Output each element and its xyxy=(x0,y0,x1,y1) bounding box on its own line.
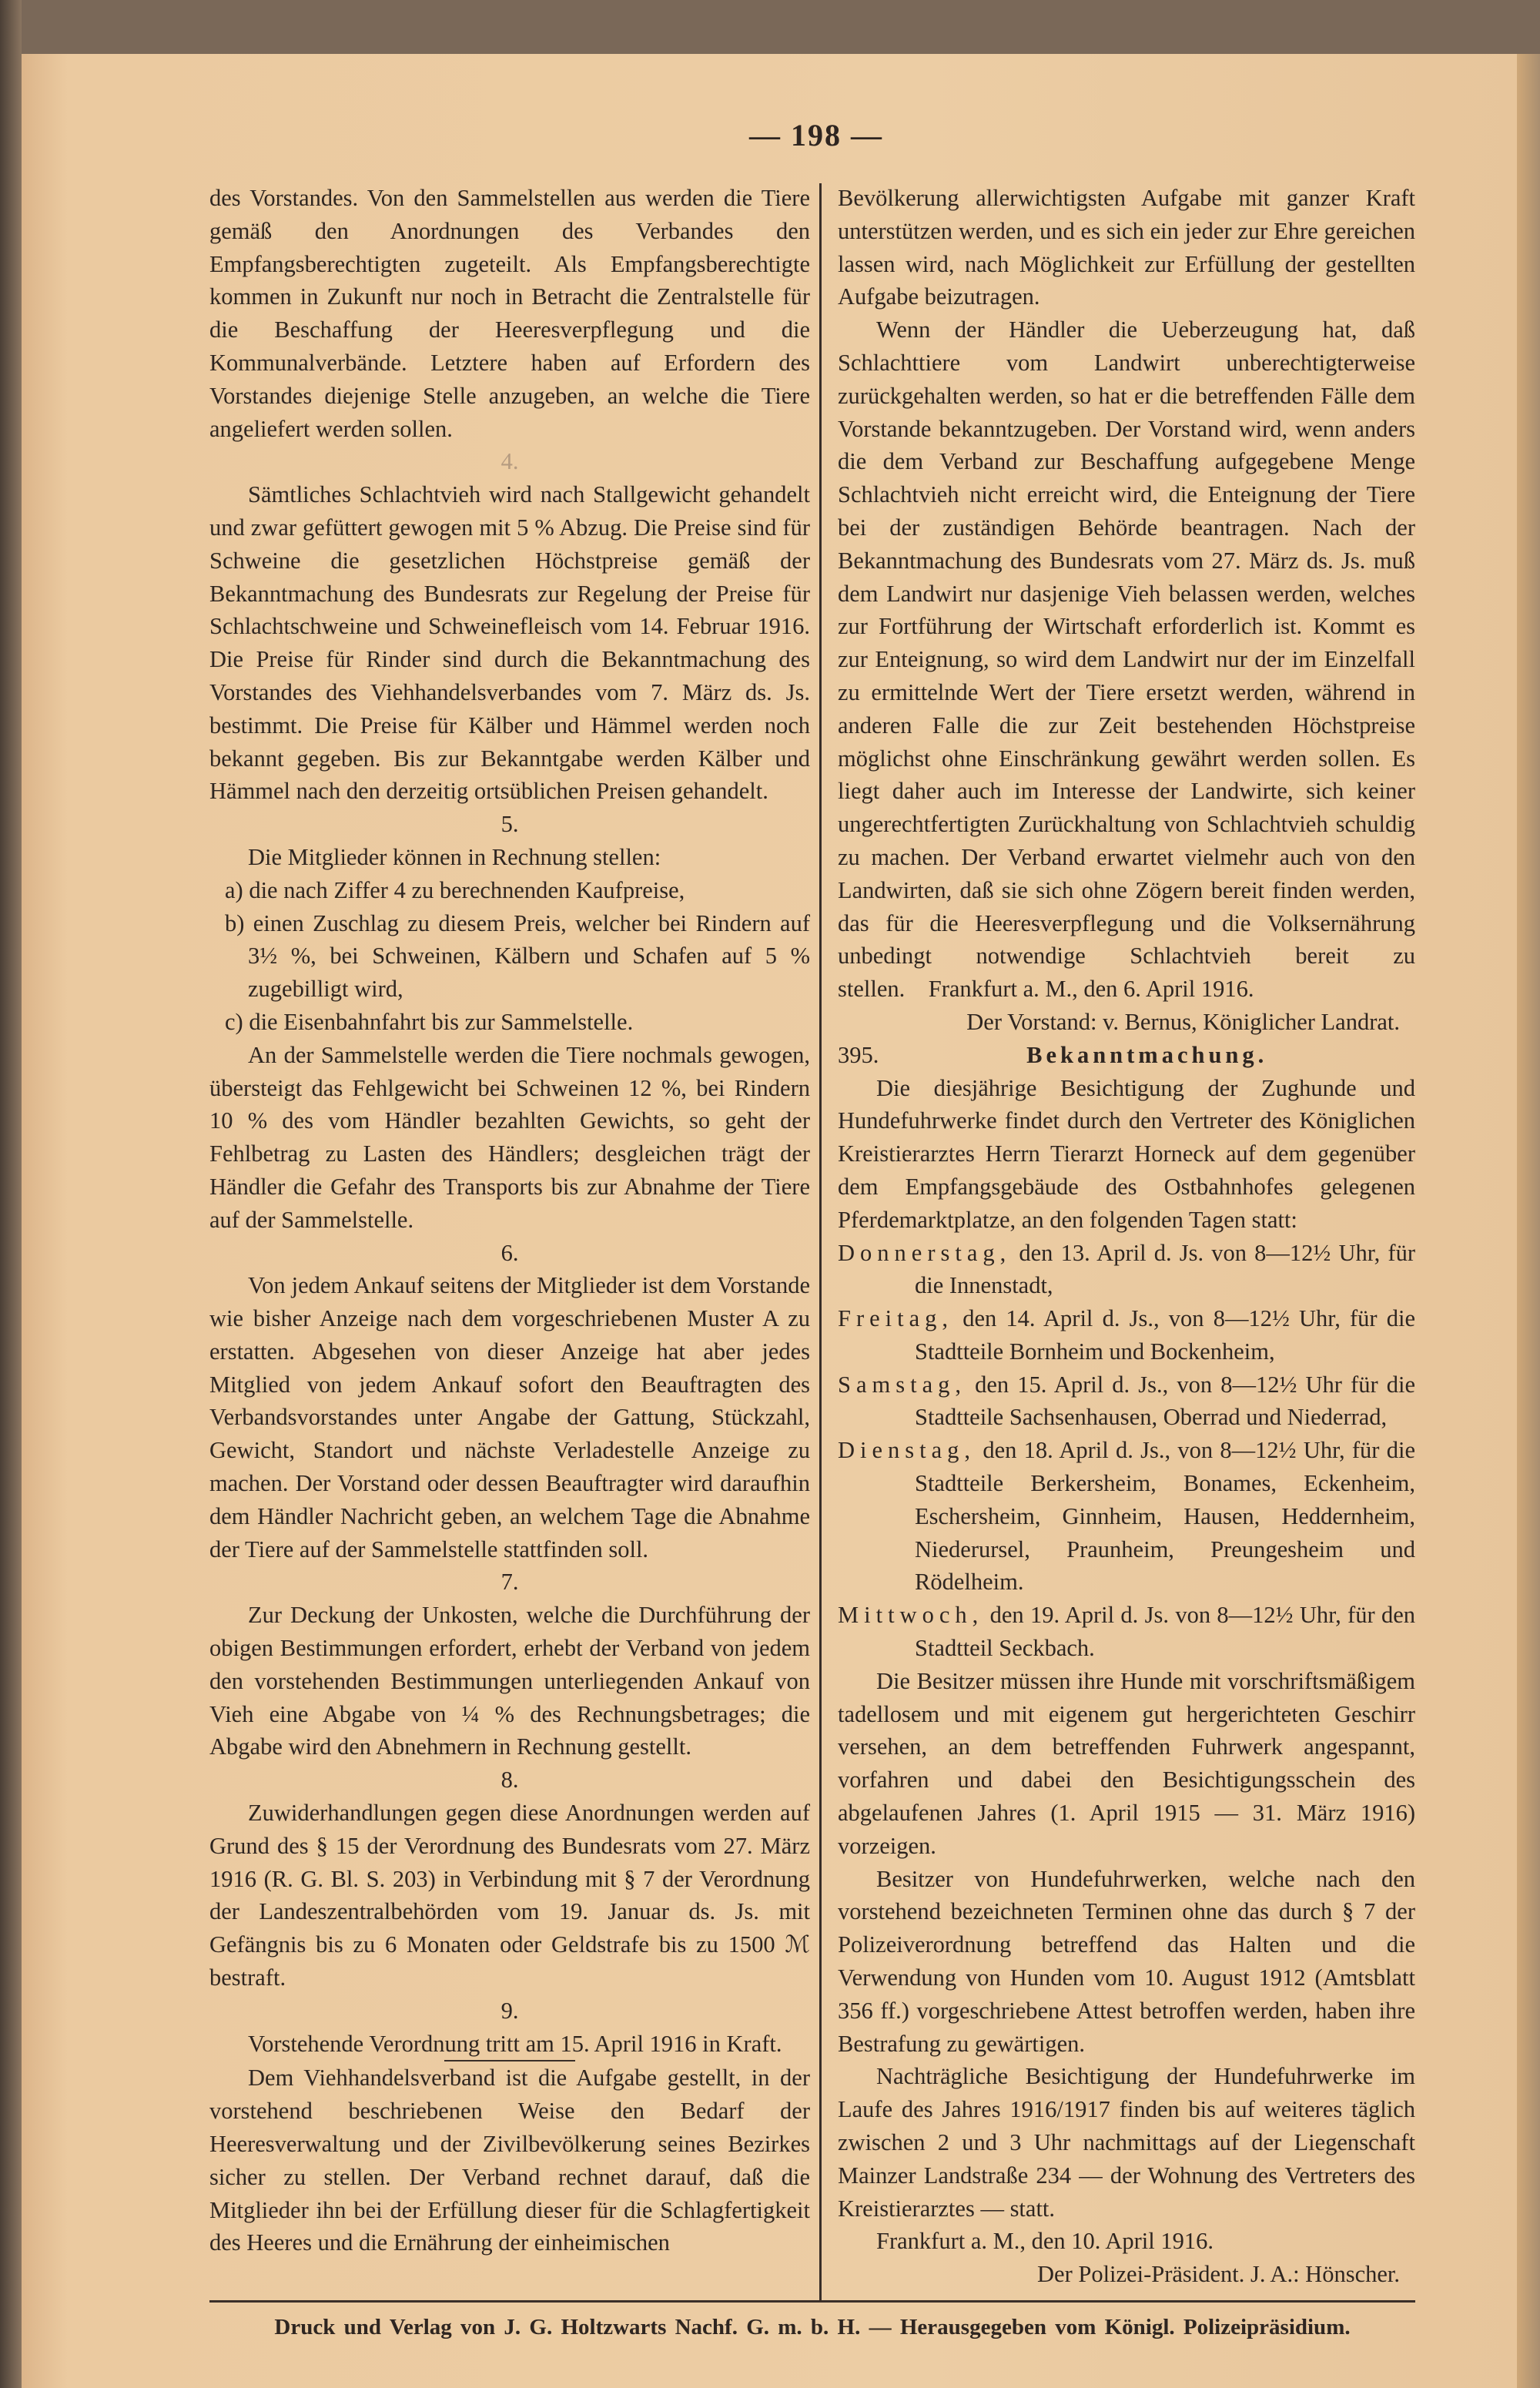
paragraph: Dem Viehhandelsverband ist die Aufgabe gestellt, in der vorstehend beschriebenen Weise den Bedarf der Heeresverwaltung und der Zivilbevölkerung seines Bezirkes sicher zu stellen. Der Verband rechnet darauf, daß die Mitglieder ihn bei der Erfüllung dieser für die Schlagfertigkeit des Heeres und die Ernährung der einheimischen xyxy=(209,2065,810,2256)
schedule-entry xyxy=(838,1302,1415,1368)
schedule-day: Freitag, xyxy=(838,1305,954,1332)
imprint-footer: Druck und Verlag von J. G. Holtzwarts Nachf. G. m. b. H. — Herausgegeben vom Königl. Polizeipräsidium. xyxy=(274,2315,1351,2339)
page-right-edge xyxy=(1517,54,1540,2388)
list-item: a) die nach Ziffer 4 zu berechnenden Kaufpreise, xyxy=(225,876,685,903)
paragraph: Die Mitglieder können in Rechnung stellen: xyxy=(248,843,661,870)
schedule-day: Dienstag, xyxy=(838,1437,976,1464)
paragraph: Die diesjährige Besichtigung der Zughunde und Hundefuhrwerke findet durch den Vertreter des Königlichen Kreistierarztes Herrn Tierarzt Horneck auf dem gegenüber dem Empfangsgebäude des Ostbahnhofes gelegenen Pferdemarktplatze, an den folgenden Tagen statt: xyxy=(838,1074,1415,1233)
place-date: Frankfurt a. M., den 10. April 1916. xyxy=(876,2228,1214,2255)
paragraph-text: Wenn der Händler die Ueberzeugung hat, daß Schlachttiere vom Landwirt unberechtigterweise zurückgehalten werden, so hat er die betreffenden Fälle dem Vorstande bekanntzugeben. Der Vorstand wird, wenn anders die dem Verband zur Beschaffung aufgegebene Menge Schlachtvieh nicht erreicht wird, die Enteignung der Tiere bei der zuständigen Behörde beantragen. Nach der Bekanntmachung des Bundesrats vom 27. März ds. Js. muß dem Landwirt nur dasjenige Vieh belassen werden, welches zur Fortführung der Wirtschaft erforderlich ist. Kommt es zur Enteignung, so wird dem Landwirt nur der im Einzelfall zu ermittelnde Wert der Tiere ersetzt werden, während in anderen Falle die zur Zeit bestehenden Höchstpreise möglichst ohne Einschränkung gewährt werden sollen. Es liegt daher auch im Interesse der Landwirte, sich keiner ungerechtfertigten Zurückhaltung von Schlachtvieh schuldig zu machen. Der Verband erwartet vielmehr auch von den Landwirten, daß sie sich ohne Zögern bereit finden werden, das für die Heeresverpflegung und die Volksernährung unbedingt notwendige Schlachtvieh bereit zu stellen. xyxy=(838,317,1415,1003)
paragraph: Nachträgliche Besichtigung der Hundefuhrwerke im Laufe des Jahres 1916/1917 finden bis auf weiteres täglich zwischen 2 und 3 Uhr nachmittags auf der Liegenschaft Mainzer Landstraße 234 — der Wohnung des Vertreters des Kreistierarztes — statt. xyxy=(838,2063,1415,2222)
section-number: 6. xyxy=(500,1239,519,1266)
schedule-text: den 14. April d. Js., von 8—12½ Uhr, für die Stadtteile Bornheim und Bockenheim, xyxy=(915,1305,1415,1365)
left-column xyxy=(209,182,810,2259)
list-item: b) einen Zuschlag zu diesem Preis, welcher bei Rindern auf 3½ %, bei Schweinen, Kälbern und Schafen auf 5 % zugebilligt wird, xyxy=(225,909,810,1003)
signature: Der Polizei-Präsident. J. A.: Hönscher. xyxy=(1037,2261,1400,2288)
signature: Der Vorstand: v. Bernus, Königlicher Landrat. xyxy=(966,1008,1400,1035)
page-number: — 198 — xyxy=(749,118,883,152)
section-number: 8. xyxy=(500,1767,519,1794)
schedule-entry xyxy=(838,1434,1415,1599)
paragraph: Bevölkerung allerwichtigsten Aufgabe mit ganzer Kraft unterstützen werden, und es sich ein jeder zur Ehre gereichen lassen wird, nach Möglichkeit zur Erfüllung der gestellten Aufgabe beizutragen. xyxy=(838,185,1415,310)
right-column xyxy=(838,182,1415,2291)
paragraph: des Vorstandes. Von den Sammelstellen aus werden die Tiere gemäß den Anordnungen des Verbandes den Empfangsberechtigten zugeteilt. Als Empfangsberechtigte kommen in Zukunft nur noch in Betracht die Zentralstelle für die Beschaffung der Heeresverpflegung und die Kommunalverbände. Letztere haben auf Erfordern des Vorstandes diejenige Stelle anzugeben, an welche die Tiere angeliefert werden sollen. xyxy=(209,185,810,442)
schedule-text: den 19. April d. Js. von 8—12½ Uhr, für den Stadtteil Seckbach. xyxy=(915,1602,1415,1662)
paragraph: Von jedem Ankauf seitens der Mitglieder ist dem Vorstande wie bisher Anzeige nach dem vorgeschriebenen Muster A zu erstatten. Abgesehen von dieser Anzeige hat aber jedes Mitglied von jedem Ankauf sofort den Beauftragten des Verbandsvorstandes unter Angabe der Gattung, Stückzahl, Gewicht, Standort und nächste Verladestelle Anzeige zu machen. Der Vorstand oder dessen Beauftragter wird daraufhin dem Händler Nachricht geben, an welchem Tage die Abnahme der Tiere auf der Sammelstelle stattfinden soll. xyxy=(209,1272,810,1562)
schedule-entry xyxy=(838,1599,1415,1665)
schedule-day: Donnerstag, xyxy=(838,1239,1012,1266)
section-number: 4. xyxy=(500,448,519,475)
notice-number: 395. xyxy=(838,1041,879,1068)
paragraph xyxy=(838,313,1415,1006)
paragraph: Besitzer von Hundefuhrwerken, welche nach den vorstehend bezeichneten Terminen ohne das durch § 7 der Polizeiverordnung betreffend das Halten und die Verwendung von Hunden vom 10. August 1912 (Amtsblatt 356 ff.) vorgeschriebene Attest betroffen werden, haben ihre Bestrafung zu gewärtigen. xyxy=(838,1865,1415,2057)
notice-heading xyxy=(838,1039,1415,1072)
paragraph: Die Besitzer müssen ihre Hunde mit vorschriftsmäßigem tadellosem und mit eigenem gut hergerichteten Geschirr versehen, an dem betreffenden Fuhrwerk angespannt, vorfahren und dabei den Besichtigungsschein des abgelaufenen Jahres (1. April 1915 — 31. März 1916) vorzeigen. xyxy=(838,1667,1415,1859)
schedule-text: den 18. April d. Js., von 8—12½ Uhr, für die Stadtteile Berkersheim, Bonames, Eckenheim, Eschersheim, Ginnheim, Hausen, Heddernheim, Niederursel, Praunheim, Preungesheim und Rödelheim. xyxy=(915,1437,1415,1596)
place-date: Frankfurt a. M., den 6. April 1916. xyxy=(928,976,1254,1003)
notice-title: Bekanntmachung. xyxy=(1026,1041,1268,1068)
schedule-entry xyxy=(838,1237,1415,1303)
schedule-entry xyxy=(838,1368,1415,1435)
book-spine-edge xyxy=(0,0,22,2388)
footer-rule xyxy=(209,2300,1415,2303)
paragraph: Zur Deckung der Unkosten, welche die Durchführung der obigen Bestimmungen erfordert, erhebt der Verband von jedem den vorstehenden Bestimmungen unterliegenden Ankauf von Vieh eine Abgabe von ¼ % des Rechnungsbetrages; die Abgabe wird den Abnehmern in Rechnung gestellt. xyxy=(209,1602,810,1760)
section-number: 5. xyxy=(500,811,519,838)
paragraph: An der Sammelstelle werden die Tiere nochmals gewogen, übersteigt das Fehlgewicht bei Schweinen 12 %, bei Rindern 10 % des vom Händler bezahlten Gewichts, so geht der Fehlbetrag zu Lasten des Händlers; desgleichen trägt der Händler die Gefahr des Transports bis zur Abnahme der Tiere auf der Sammelstelle. xyxy=(209,1041,810,1233)
book-top-edge xyxy=(22,0,1540,54)
section-number: 9. xyxy=(500,1997,519,2024)
schedule-day: Samstag, xyxy=(838,1371,966,1398)
column-divider xyxy=(819,183,822,2300)
paragraph: Sämtliches Schlachtvieh wird nach Stallgewicht gehandelt und zwar gefüttert gewogen mit 5 % Abzug. Die Preise sind für Schweine die gesetzlichen Höchstpreise gemäß der Bekanntmachung des Bundesrats zur Regelung der Preise für Schlachtschweine und Schweinefleisch vom 14. Februar 1916. Die Preise für Rinder sind durch die Bekanntmachung des Vorstandes des Viehhandelsverbandes vom 7. März ds. Js. bestimmt. Die Preise für Kälber und Hämmel werden noch bekannt gegeben. Bis zur Bekanntgabe werden Kälber und Hämmel nach den derzeitig ortsüblichen Preisen gehandelt. xyxy=(209,481,810,805)
section-number: 7. xyxy=(500,1569,519,1596)
schedule-day: Mittwoch, xyxy=(838,1602,984,1629)
paragraph: Zuwiderhandlungen gegen diese Anordnungen werden auf Grund des § 15 der Verordnung des Bundesrats vom 27. März 1916 (R. G. Bl. S. 203) in Verbindung mit § 7 der Verordnung der Landeszentralbehörden vom 19. Januar ds. Js. mit Gefängnis bis zu 6 Monaten oder Geldstrafe bis zu 1500 ℳ bestraft. xyxy=(209,1800,810,1991)
schedule-text: den 13. April d. Js. von 8—12½ Uhr, für die Innenstadt, xyxy=(915,1239,1415,1299)
schedule-list xyxy=(838,1237,1415,1665)
schedule-text: den 15. April d. Js., von 8—12½ Uhr für die Stadtteile Sachsenhausen, Oberrad und Niederrad, xyxy=(915,1371,1415,1431)
list-item: c) die Eisenbahnfahrt bis zur Sammelstelle. xyxy=(225,1008,634,1035)
paragraph: Vorstehende Verordnung tritt am 15. April 1916 in Kraft. xyxy=(248,2030,782,2057)
